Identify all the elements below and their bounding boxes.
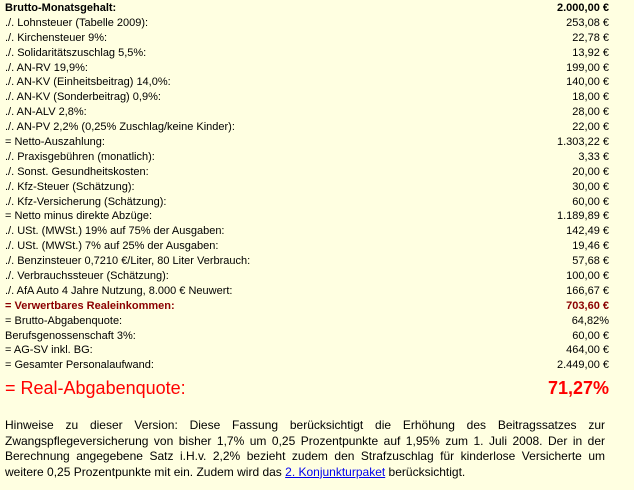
row-label: ./. Lohnsteuer (Tabelle 2009):: [5, 16, 149, 29]
table-row: [3, 120, 609, 135]
table-row: [3, 329, 609, 344]
row-label: = Verwertbares Realeinkommen:: [5, 299, 175, 312]
table-row: [3, 375, 609, 401]
row-label: ./. Sonst. Gesundheitskosten:: [5, 165, 149, 178]
table-row: [3, 239, 609, 254]
row-value: 142,49 €: [566, 225, 609, 238]
row-value: 100,00 €: [566, 270, 609, 283]
row-value: 13,92 €: [572, 46, 609, 59]
row-value: 199,00 €: [566, 61, 609, 74]
row-value: 64,82%: [571, 314, 609, 327]
table-row: [3, 31, 609, 46]
row-label: = Brutto-Abgabenquote:: [5, 314, 123, 327]
table-row: [3, 180, 609, 195]
row-value: 253,08 €: [566, 16, 609, 29]
row-value: 60,00 €: [572, 195, 609, 208]
row-value: 3,33 €: [578, 150, 609, 163]
row-label: = Real-Abgabenquote:: [5, 378, 186, 399]
table-row: [3, 90, 609, 105]
row-value: 166,67 €: [566, 284, 609, 297]
table-row: [3, 75, 609, 90]
row-label: ./. AfA Auto 4 Jahre Nutzung, 8.000 € Neuwert:: [5, 284, 233, 297]
row-label: ./. AN-KV (Einheitsbeitrag) 14,0%:: [5, 76, 171, 89]
row-label: = Gesamter Personalaufwand:: [5, 359, 154, 372]
note-text-after: berücksichtigt.: [385, 464, 466, 479]
row-value: 464,00 €: [566, 344, 609, 357]
row-value: 60,00 €: [572, 329, 609, 342]
note-text-before: Hinweise zu dieser Version: Diese Fassung berücksichtigt die Erhöhung des Beitragssatzes zur Zwangspflegeversicherung von bisher 1,7% um 0,25 Prozentpunkte auf 1,95% zum 1. Juli 2008. Der in der Berechnung angegebene Satz i.H.v. 2,2% bezieht zudem den Strafzuschlag für kinderlose Versicherte um weitere 0,25 Prozentpunkte mit ein. Zudem wird das: [5, 418, 605, 479]
row-value: 71,27%: [547, 378, 609, 399]
row-value: 22,00 €: [572, 121, 609, 134]
row-value: 20,00 €: [572, 165, 609, 178]
row-label: = Netto-Auszahlung:: [5, 136, 105, 149]
row-label: ./. Kirchensteuer 9%:: [5, 31, 108, 44]
row-value: 703,60 €: [566, 299, 609, 312]
table-row: [3, 358, 609, 373]
row-value: 18,00 €: [572, 91, 609, 104]
row-value: 140,00 €: [566, 76, 609, 89]
row-label: = AG-SV inkl. BG:: [5, 344, 93, 357]
table-row: [3, 135, 609, 150]
row-value: 57,68 €: [572, 255, 609, 268]
row-value: 2.000,00 €: [557, 2, 609, 14]
row-label: ./. Praxisgebühren (monatlich):: [5, 150, 155, 163]
row-label: ./. Benzinsteuer 0,7210 €/Liter, 80 Liter Verbrauch:: [5, 255, 251, 268]
table-row: [3, 299, 609, 314]
row-label: Berufsgenossenschaft 3%:: [5, 329, 136, 342]
table-row: [3, 254, 609, 269]
row-label: ./. USt. (MWSt.) 7% auf 25% der Ausgaben:: [5, 240, 219, 253]
row-label: Brutto-Monatsgehalt:: [5, 2, 117, 14]
table-row: [3, 1, 609, 16]
table-row: [3, 284, 609, 299]
row-label: ./. Solidaritätszuschlag 5,5%:: [5, 46, 147, 59]
row-value: 19,46 €: [572, 240, 609, 253]
row-label: ./. USt. (MWSt.) 19% auf 75% der Ausgaben:: [5, 225, 225, 238]
row-label: ./. Verbrauchssteuer (Schätzung):: [5, 270, 169, 283]
konjunkturpaket-link[interactable]: 2. Konjunkturpaket: [285, 464, 386, 479]
table-row: [3, 269, 609, 284]
table-row: [3, 61, 609, 76]
row-value: 28,00 €: [572, 106, 609, 119]
row-value: 1.189,89 €: [557, 210, 609, 223]
table-row: [3, 165, 609, 180]
row-value: 30,00 €: [572, 180, 609, 193]
row-value: 2.449,00 €: [557, 359, 609, 372]
table-row: [3, 150, 609, 165]
row-label: ./. AN-KV (Sonderbeitrag) 0,9%:: [5, 91, 161, 104]
table-row: [3, 16, 609, 31]
row-label: ./. AN-PV 2,2% (0,25% Zuschlag/keine Kinder):: [5, 121, 235, 134]
table-row: [3, 105, 609, 120]
table-row: [3, 343, 609, 358]
row-label: ./. Kfz-Versicherung (Schätzung):: [5, 195, 167, 208]
row-label: = Netto minus direkte Abzüge:: [5, 210, 153, 223]
row-label: ./. AN-RV 19,9%:: [5, 61, 88, 74]
version-note: [5, 418, 605, 480]
table-row: [3, 46, 609, 61]
table-row: [3, 195, 609, 210]
row-label: ./. Kfz-Steuer (Schätzung):: [5, 180, 135, 193]
row-value: 22,78 €: [572, 31, 609, 44]
table-row: [3, 224, 609, 239]
row-value: 1.303,22 €: [557, 136, 609, 149]
row-label: ./. AN-ALV 2,8%:: [5, 106, 87, 119]
table-row: [3, 209, 609, 224]
table-row: [3, 314, 609, 329]
salary-table: [3, 1, 609, 401]
